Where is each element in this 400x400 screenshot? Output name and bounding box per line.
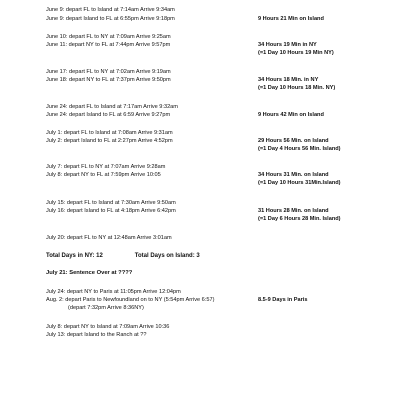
itinerary-line: July 15: depart FL to Island at 7:30am Arrive 9:50am: [46, 200, 176, 206]
itinerary-line: June 24: depart FL to Island at 7:17am Arrive 9:32am: [46, 104, 178, 110]
itinerary-line: June 9: depart Island to FL at 6:55pm Arrive 9:18pm: [46, 16, 175, 22]
itinerary-line: July 8: depart NY to Island at 7:09am Arrive 10:36: [46, 324, 170, 330]
itinerary-line: June 24: depart Island to FL at 6:59 Arrive 9:27pm: [46, 112, 171, 118]
totals-row: [46, 252, 200, 260]
duration-note: 8.5-9 Days in Paris: [258, 297, 308, 303]
itinerary-line: July 24: depart NY to Paris at 11:05pm Arrive 12:04pm: [46, 289, 181, 295]
sentence-line: July 21: Sentence Over at ????: [46, 270, 133, 276]
duration-note-detail: (=1 Day 6 Hours 28 Min. Island): [258, 216, 341, 222]
duration-note-detail: (=1 Day 10 Hours 18 Min. NY): [258, 85, 336, 91]
itinerary-line-detail: (depart 7:32pm Arrive 8:36NY): [68, 305, 144, 311]
total-days-ny: Total Days in NY: 12: [46, 253, 103, 259]
itinerary-line: Aug. 2: depart Paris to Newfoundland on to NY (5:54pm Arrive 6:57): [46, 297, 215, 303]
itinerary-line: July 2: depart Island to FL at 2:27pm Arrive 4:52pm: [46, 138, 173, 144]
itinerary-line: July 1: depart FL to Island at 7:08am Arrive 9:31am: [46, 130, 173, 136]
itinerary-line: June 17: depart FL to NY at 7:02am Arrive 9:19am: [46, 69, 171, 75]
duration-note: 9 Hours 42 Min on Island: [258, 112, 324, 118]
itinerary-line: June 9: depart FL to Island at 7:14am Arrive 9:34am: [46, 7, 175, 13]
itinerary-line: July 7: depart FL to NY at 7:07am Arrive 9:28am: [46, 164, 166, 170]
duration-note-detail: (=1 Day 10 Hours 19 Min NY): [258, 50, 334, 56]
itinerary-line: June 18: depart NY to FL at 7:37pm Arrive 9:50pm: [46, 77, 171, 83]
duration-note-detail: (=1 Day 4 Hours 56 Min. Island): [258, 146, 341, 152]
itinerary-line: June 10: depart FL to NY at 7:09am Arrive 9:25am: [46, 34, 171, 40]
itinerary-line: June 11: depart NY to FL at 7:44pm Arrive 9:57pm: [46, 42, 171, 48]
duration-note: 34 Hours 18 Min. in NY: [258, 77, 319, 83]
itinerary-line: July 13: depart Island to the Ranch at ??: [46, 332, 147, 338]
duration-note: 34 Hours 19 Min in NY: [258, 42, 317, 48]
itinerary-line: July 8: depart NY to FL at 7:59pm Arrive 10:05: [46, 172, 161, 178]
itinerary-line: July 16: depart Island to FL at 4:18pm Arrive 6:42pm: [46, 208, 176, 214]
duration-note-detail: (=1 Day 10 Hours 31Min.Island): [258, 180, 341, 186]
total-days-island: Total Days on Island: 3: [134, 253, 200, 259]
duration-note: 29 Hours 56 Min. on Island: [258, 138, 329, 144]
duration-note: 34 Hours 31 Min. on Island: [258, 172, 329, 178]
duration-note: 9 Hours 21 Min on Island: [258, 16, 324, 22]
itinerary-line: July 20: depart FL to NY at 12:48am Arrive 3:01am: [46, 235, 172, 241]
duration-note: 31 Hours 28 Min. on Island: [258, 208, 329, 214]
